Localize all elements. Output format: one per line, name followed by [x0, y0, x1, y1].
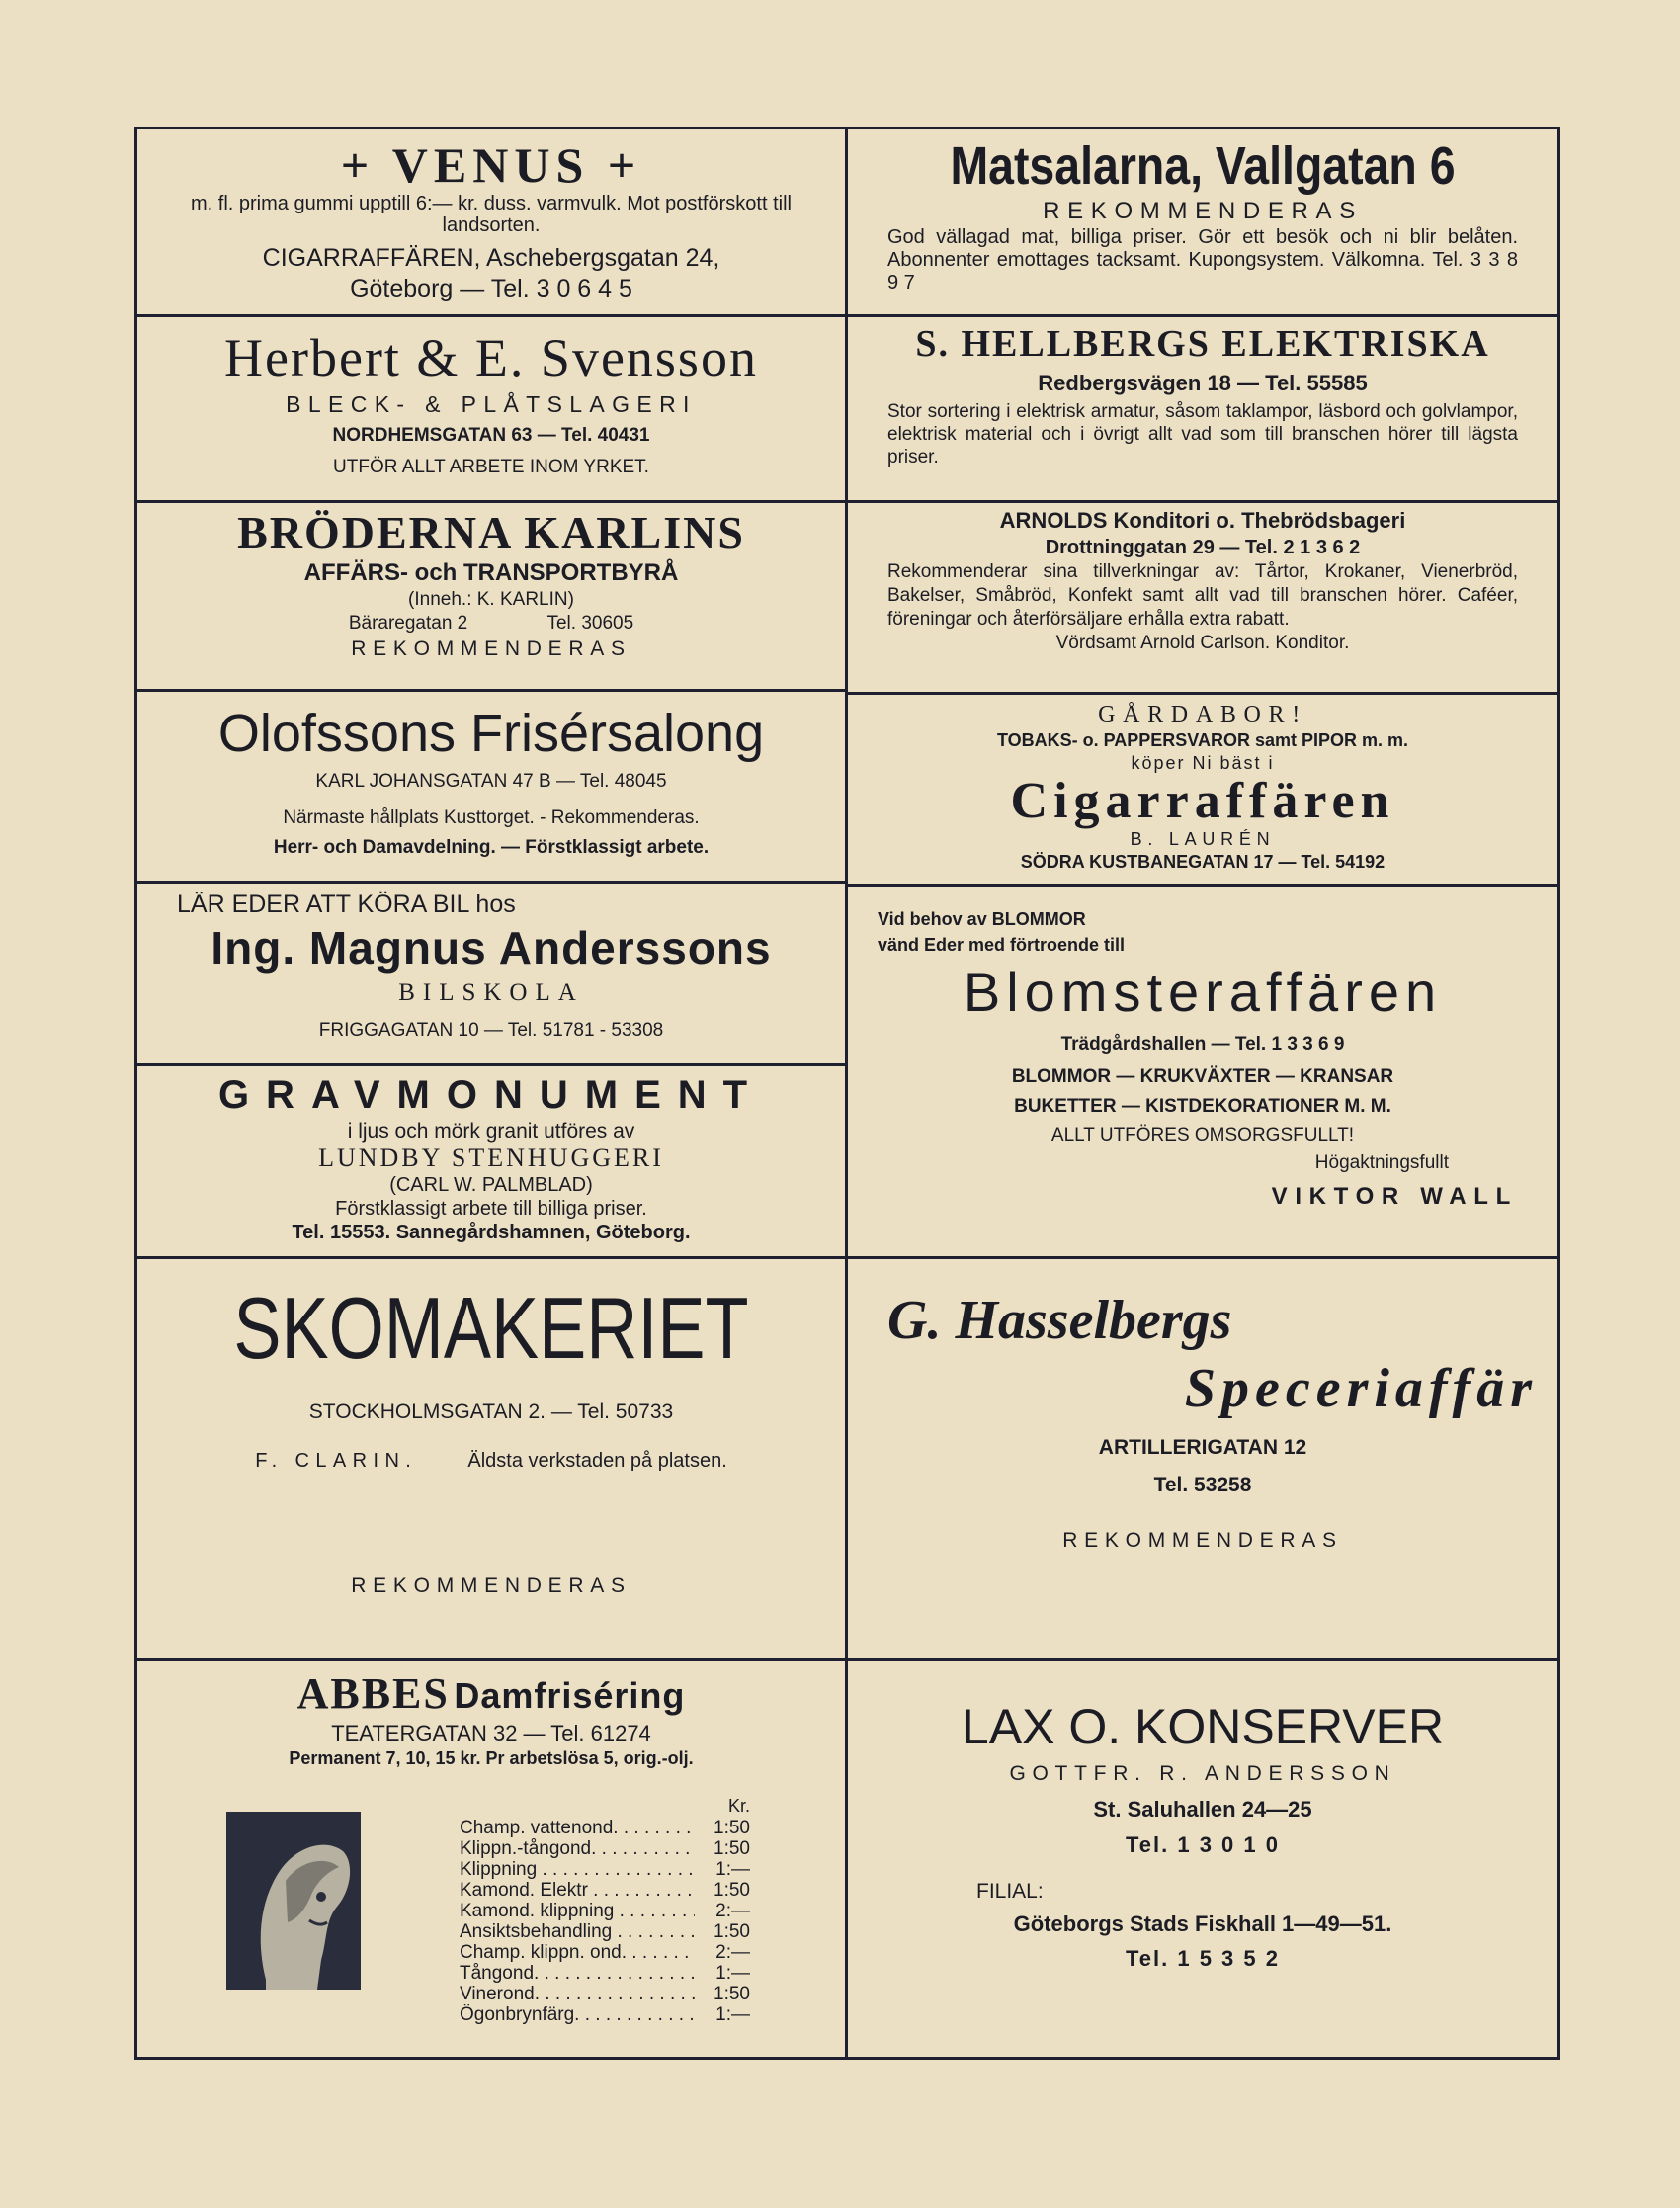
arnolds-addr: Drottninggatan 29 — Tel. 2 1 3 6 2	[1045, 537, 1361, 558]
ad-bilskola	[137, 884, 845, 1063]
price-row: Kamond. Elektr . . . 1:50	[460, 1880, 750, 1901]
abbes-kr: Kr.	[727, 1796, 750, 1816]
gardabor-sub2: köper Ni bäst i	[1131, 753, 1275, 773]
ad-lax	[848, 1661, 1557, 2057]
olofssons-line1: Närmaste hållplats Kusttorget. - Rekommenderas.	[283, 807, 700, 828]
skomakeriet-owner: F. CLARIN.	[255, 1450, 418, 1472]
lax-addr: St. Saluhallen 24—25	[1093, 1797, 1312, 1822]
gravmonument-title: GRAVMONUMENT	[217, 1073, 765, 1117]
abbes-title-a: ABBES	[296, 1669, 450, 1718]
venus-city-tel: Göteborg — Tel. 3 0 6 4 5	[350, 275, 632, 302]
blommor-line1: Vid behov av BLOMMOR	[878, 909, 1086, 929]
herbert-note: UTFÖR ALLT ARBETE INOM YRKET.	[333, 457, 649, 477]
ad-gardabor	[848, 695, 1557, 884]
blommor-l4: Högaktningsfullt	[1314, 1152, 1449, 1173]
bilskola-addr: FRIGGAGATAN 10 — Tel. 51781 - 53308	[318, 1020, 664, 1041]
bilskola-sub: BILSKOLA	[398, 979, 584, 1006]
venus-title: + VENUS +	[340, 137, 642, 193]
gravmonument-l3: (CARL W. PALMBLAD)	[389, 1174, 593, 1196]
venus-shop: CIGARRAFFÄREN, Aschebergsgatan 24,	[262, 244, 720, 272]
portrait-illustration	[226, 1812, 361, 1990]
abbes-addr: TEATERGATAN 32 — Tel. 61274	[331, 1721, 651, 1745]
lax-title: LAX O. KONSERVER	[961, 1699, 1445, 1754]
karlins-addr: Bäraregatan 2	[348, 613, 468, 634]
karlins-rek: REKOMMENDERAS	[351, 637, 631, 660]
gravmonument-l2: LUNDBY STENHUGGERI	[318, 1144, 664, 1172]
abbes-title-b: Damfriséring	[454, 1675, 686, 1716]
hasselbergs-tel: Tel. 53258	[1153, 1474, 1252, 1496]
ad-herbert	[137, 317, 845, 500]
abbes-price-list	[460, 1818, 750, 2025]
blommor-addr: Trädgårdshallen — Tel. 1 3 3 6 9	[1060, 1034, 1345, 1055]
price-row: Champ. vattenond. . . . 1:50	[460, 1818, 750, 1838]
arnolds-title: ARNOLDS Konditori o. Thebrödsbageri	[999, 508, 1406, 533]
skomakeriet-rek: REKOMMENDERAS	[351, 1574, 631, 1597]
lax-filial-tel: Tel. 1 5 3 5 2	[1125, 1946, 1280, 1971]
matsalarna-rek: REKOMMENDERAS	[1043, 198, 1363, 224]
ad-venus	[137, 129, 845, 314]
hellbergs-desc: Stor sortering i elektrisk armatur, såsom taklampor, läsbord och golvlampor, elektrisk material och i övrigt allt vad som till branschen hörer till lägsta priser.	[887, 401, 1518, 467]
lax-filial-addr: Göteborgs Stads Fiskhall 1—49—51.	[1013, 1911, 1392, 1936]
ad-abbes	[137, 1661, 845, 2057]
karlins-tel: Tel. 30605	[546, 613, 634, 634]
herbert-title: Herbert & E. Svensson	[224, 328, 758, 387]
olofssons-addr: KARL JOHANSGATAN 47 B — Tel. 48045	[315, 771, 667, 792]
blommor-line2: vänd Eder med förtroende till	[878, 935, 1126, 955]
price-row: Ögonbrynfärg. . . . 1:—	[460, 2004, 750, 2025]
ad-karlins	[137, 503, 845, 689]
gardabor-title: GÅRDABOR!	[1098, 702, 1307, 727]
olofssons-line2: Herr- och Damavdelning. — Förstklassigt arbete.	[273, 837, 710, 858]
price-row: Champ. klippn. ond. . . . 2:—	[460, 1942, 750, 1963]
hasselbergs-title2: Speceriaffär	[1184, 1358, 1538, 1419]
bilskola-line1: LÄR EDER ATT KÖRA BIL hos	[177, 891, 516, 918]
ad-blommor	[848, 887, 1557, 1256]
hellbergs-addr: Redbergsvägen 18 — Tel. 55585	[1038, 371, 1368, 395]
olofssons-title: Olofssons Frisérsalong	[217, 704, 765, 763]
hasselbergs-rek: REKOMMENDERAS	[1062, 1529, 1343, 1552]
blommor-l1: BLOMMOR — KRUKVÄXTER — KRANSAR	[1011, 1066, 1394, 1087]
ad-hellbergs	[848, 317, 1557, 500]
hellbergs-title: S. HELLBERGS ELEKTRISKA	[915, 323, 1490, 365]
matsalarna-desc: God vällagad mat, billiga priser. Gör ett besök och ni blir belåten. Abonnenter emottages tacksamt. Kupongsystem. Välkomna. Tel. 3 3 8 9 7	[887, 226, 1518, 294]
price-row: Klippning . . . 1:—	[460, 1859, 750, 1880]
arnolds-sign: Vördsamt Arnold Carlson. Konditor.	[1055, 633, 1350, 653]
gardabor-owner: B. LAURÉN	[1130, 829, 1276, 849]
abbes-perm: Permanent 7, 10, 15 kr. Pr arbetslösa 5, orig.-olj.	[289, 1748, 694, 1768]
ad-matsalarna	[848, 129, 1557, 314]
gravmonument-l1: i ljus och mörk granit utföres av	[347, 1120, 635, 1143]
gardabor-sub: TOBAKS- o. PAPPERSVAROR samt PIPOR m. m.	[996, 730, 1409, 750]
hasselbergs-title1: G. Hasselbergs	[887, 1290, 1232, 1351]
karlins-sub: AFFÄRS- och TRANSPORTBYRÅ	[303, 559, 679, 586]
ad-grid	[134, 127, 1560, 2060]
venus-desc: m. fl. prima gummi upptill 6:— kr. duss. varmvulk. Mot postförskott till landsorten.	[191, 193, 792, 236]
gravmonument-l4: Förstklassigt arbete till billiga priser.	[335, 1198, 647, 1220]
matsalarna-title: Matsalarna, Vallgatan 6	[950, 136, 1456, 196]
blommor-l2: BUKETTER — KISTDEKORATIONER M. M.	[1014, 1096, 1391, 1117]
ad-olofssons	[137, 692, 845, 881]
gardabor-big: Cigarraffären	[1010, 773, 1395, 829]
blommor-title: Blomsteraffären	[963, 961, 1443, 1023]
blommor-l3: ALLT UTFÖRES OMSORGSFULLT!	[1050, 1125, 1355, 1146]
ad-arnolds	[848, 503, 1557, 692]
price-row: Klippn.-tångond. . . . 1:50	[460, 1838, 750, 1859]
ad-skomakeriet	[137, 1259, 845, 1658]
price-row: Tångond. . . . 1:—	[460, 1963, 750, 1984]
skomakeriet-note: Äldsta verkstaden på platsen.	[467, 1450, 727, 1472]
price-row: Ansiktsbehandling . . . 1:50	[460, 1921, 750, 1942]
bilskola-title: Ing. Magnus Anderssons	[210, 922, 772, 974]
gardabor-addr: SÖDRA KUSTBANEGATAN 17 — Tel. 54192	[1020, 852, 1386, 872]
herbert-sub: BLECK- & PLÅTSLAGERI	[286, 391, 697, 417]
gravmonument-l5: Tel. 15553. Sannegårdshamnen, Göteborg.	[292, 1222, 691, 1243]
skomakeriet-title: SKOMAKERIET	[233, 1279, 749, 1377]
ad-gravmonument	[137, 1066, 845, 1256]
lax-filial: FILIAL:	[976, 1880, 1044, 1903]
lax-owner: GOTTFR. R. ANDERSSON	[1009, 1762, 1396, 1785]
arnolds-desc: Rekommenderar sina tillverkningar av: Tårtor, Krokaner, Vienerbröd, Bakelser, Småbröd, Konfekt samt allt vad till branschen hörer. Caféer, föreningar och återförsäljare erhålla extra rabatt.	[887, 561, 1518, 630]
skomakeriet-addr: STOCKHOLMSGATAN 2. — Tel. 50733	[308, 1401, 674, 1423]
price-row: Vinerond. . . . 1:50	[460, 1984, 750, 2004]
lax-tel: Tel. 1 3 0 1 0	[1125, 1832, 1280, 1857]
hasselbergs-addr: ARTILLERIGATAN 12	[1098, 1436, 1307, 1459]
blommor-sign: VIKTOR WALL	[1271, 1183, 1518, 1210]
karlins-owner: (Inneh.: K. KARLIN)	[408, 589, 574, 610]
price-row: Kamond. klippning . . . 2:—	[460, 1901, 750, 1921]
woman-portrait-image	[226, 1812, 361, 1990]
karlins-title: BRÖDERNA KARLINS	[237, 507, 745, 557]
herbert-addr: NORDHEMSGATAN 63 — Tel. 40431	[332, 425, 650, 446]
ad-hasselbergs	[848, 1259, 1557, 1658]
